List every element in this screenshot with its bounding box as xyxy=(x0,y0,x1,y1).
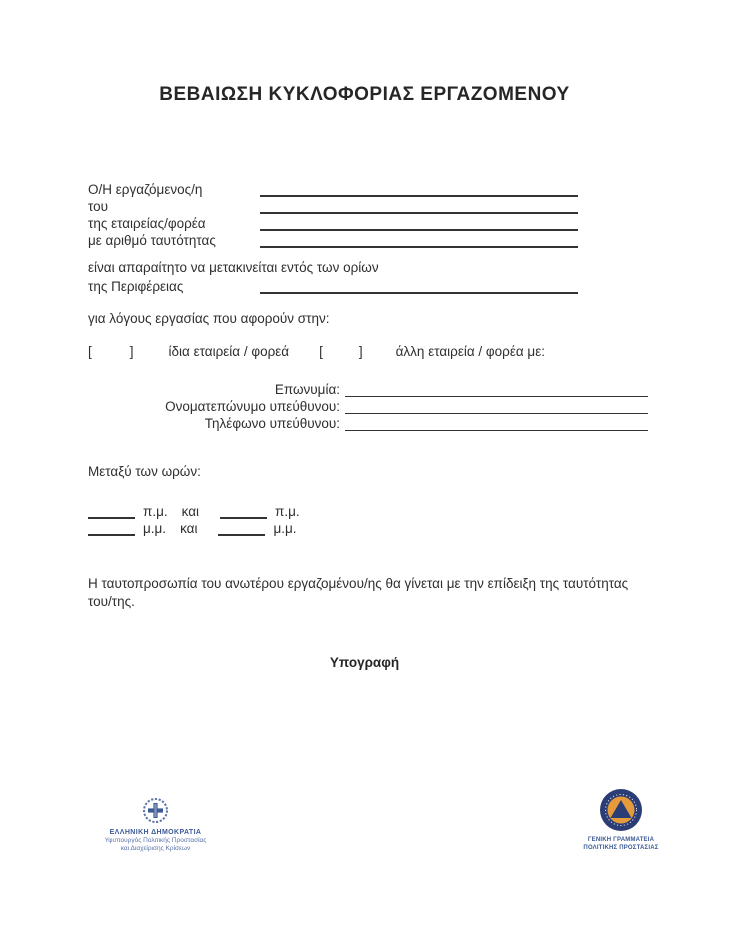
hours-row-am xyxy=(88,502,300,519)
region-blank-line xyxy=(260,279,578,294)
field-row-father-name xyxy=(88,197,578,214)
region-label: της Περιφέρειας xyxy=(88,279,184,294)
option-same-company-label: ίδια εταιρεία / φορεά xyxy=(168,344,290,359)
hours-am-from-blank-line xyxy=(88,504,135,519)
hours-am-to-suffix: π.μ. xyxy=(275,504,300,519)
checkbox-same-company-open-bracket: [ xyxy=(88,344,92,359)
civil-protection-line1: ΓΕΝΙΚΗ ΓΡΑΜΜΑΤΕΙΑ xyxy=(587,837,655,843)
responsible-name-blank-line xyxy=(345,400,648,414)
option-other-company-label: άλλη εταιρεία / φορέα με: xyxy=(395,344,545,359)
id-number-blank-line xyxy=(260,233,578,248)
employee-name-blank-line xyxy=(260,182,578,197)
hours-section-label: Μεταξύ των ωρών: xyxy=(88,464,201,479)
movement-statement: είναι απαραίτητο να μετακινείται εντός των ορίων xyxy=(88,260,379,275)
employee-details-block xyxy=(88,180,578,248)
field-row-responsible-name xyxy=(88,397,648,414)
hours-pm-from-blank-line xyxy=(88,521,135,536)
hours-am-from-suffix: π.μ. xyxy=(143,504,168,519)
employee-name-label: Ο/Η εργαζόμενος/η xyxy=(88,182,203,197)
responsible-name-label: Ονοματεπώνυμο υπεύθυνου: xyxy=(165,399,340,414)
field-row-responsible-phone xyxy=(88,414,648,431)
hours-pm-and-word: και xyxy=(180,521,198,536)
hellenic-republic-logo xyxy=(93,797,218,853)
company-options-row xyxy=(88,344,545,359)
checkbox-same-company-close-bracket: ] xyxy=(129,344,134,359)
hours-block xyxy=(88,502,300,536)
hours-row-pm xyxy=(88,519,300,536)
checkbox-other-company-close-bracket: ] xyxy=(358,344,363,359)
greek-coat-of-arms-icon xyxy=(142,797,169,824)
company-label: της εταιρείας/φορέα xyxy=(88,216,206,231)
responsible-phone-label: Τηλέφωνο υπεύθυνου: xyxy=(204,416,340,431)
hours-am-and-word: και xyxy=(181,504,199,519)
company-name-label: Επωνυμία: xyxy=(274,382,340,397)
other-company-details-block xyxy=(88,380,648,431)
company-blank-line xyxy=(260,216,578,231)
checkbox-other-company-open-bracket: [ xyxy=(319,344,323,359)
field-row-company xyxy=(88,214,578,231)
field-row-employee xyxy=(88,180,578,197)
hellenic-republic-sub1: Υφυπουργός Πολιτικής Προστασίας xyxy=(104,837,207,844)
work-reason-label: για λόγους εργασίας που αφορούν στην: xyxy=(88,311,330,326)
responsible-phone-blank-line xyxy=(345,417,648,431)
father-name-label: του xyxy=(88,199,109,214)
hours-am-to-blank-line xyxy=(220,504,267,519)
id-number-label: με αριθμό ταυτότητας xyxy=(88,233,216,248)
civil-protection-logo xyxy=(576,788,666,852)
father-name-blank-line xyxy=(260,199,578,214)
hours-pm-from-suffix: μ.μ. xyxy=(143,521,167,536)
page-title: ΒΕΒΑΙΩΣΗ ΚΥΚΛΟΦΟΡΙΑΣ ΕΡΓΑΖΟΜΕΝΟΥ xyxy=(159,84,570,105)
field-row-region xyxy=(88,277,578,294)
hours-pm-to-suffix: μ.μ. xyxy=(273,521,297,536)
hellenic-republic-sub2: και Διαχείρισης Κρίσεων xyxy=(120,845,191,852)
signature-label: Υπογραφή xyxy=(329,655,400,670)
field-row-id-number xyxy=(88,231,578,248)
hours-pm-to-blank-line xyxy=(218,521,265,536)
civil-protection-line2: ΠΟΛΙΤΙΚΗΣ ΠΡΟΣΤΑΣΙΑΣ xyxy=(583,845,659,851)
hellenic-republic-name: ΕΛΛΗΝΙΚΗ ΔΗΜΟΚΡΑΤΙΑ xyxy=(109,829,202,836)
field-row-company-name xyxy=(88,380,648,397)
company-name-blank-line xyxy=(345,383,648,397)
identity-verification-note: Η ταυτοπροσωπία του ανωτέρου εργαζομένου/ης θα γίνεται με την επίδειξη της ταυτότητας του/της. xyxy=(88,576,629,609)
civil-protection-emblem-icon xyxy=(599,788,643,832)
